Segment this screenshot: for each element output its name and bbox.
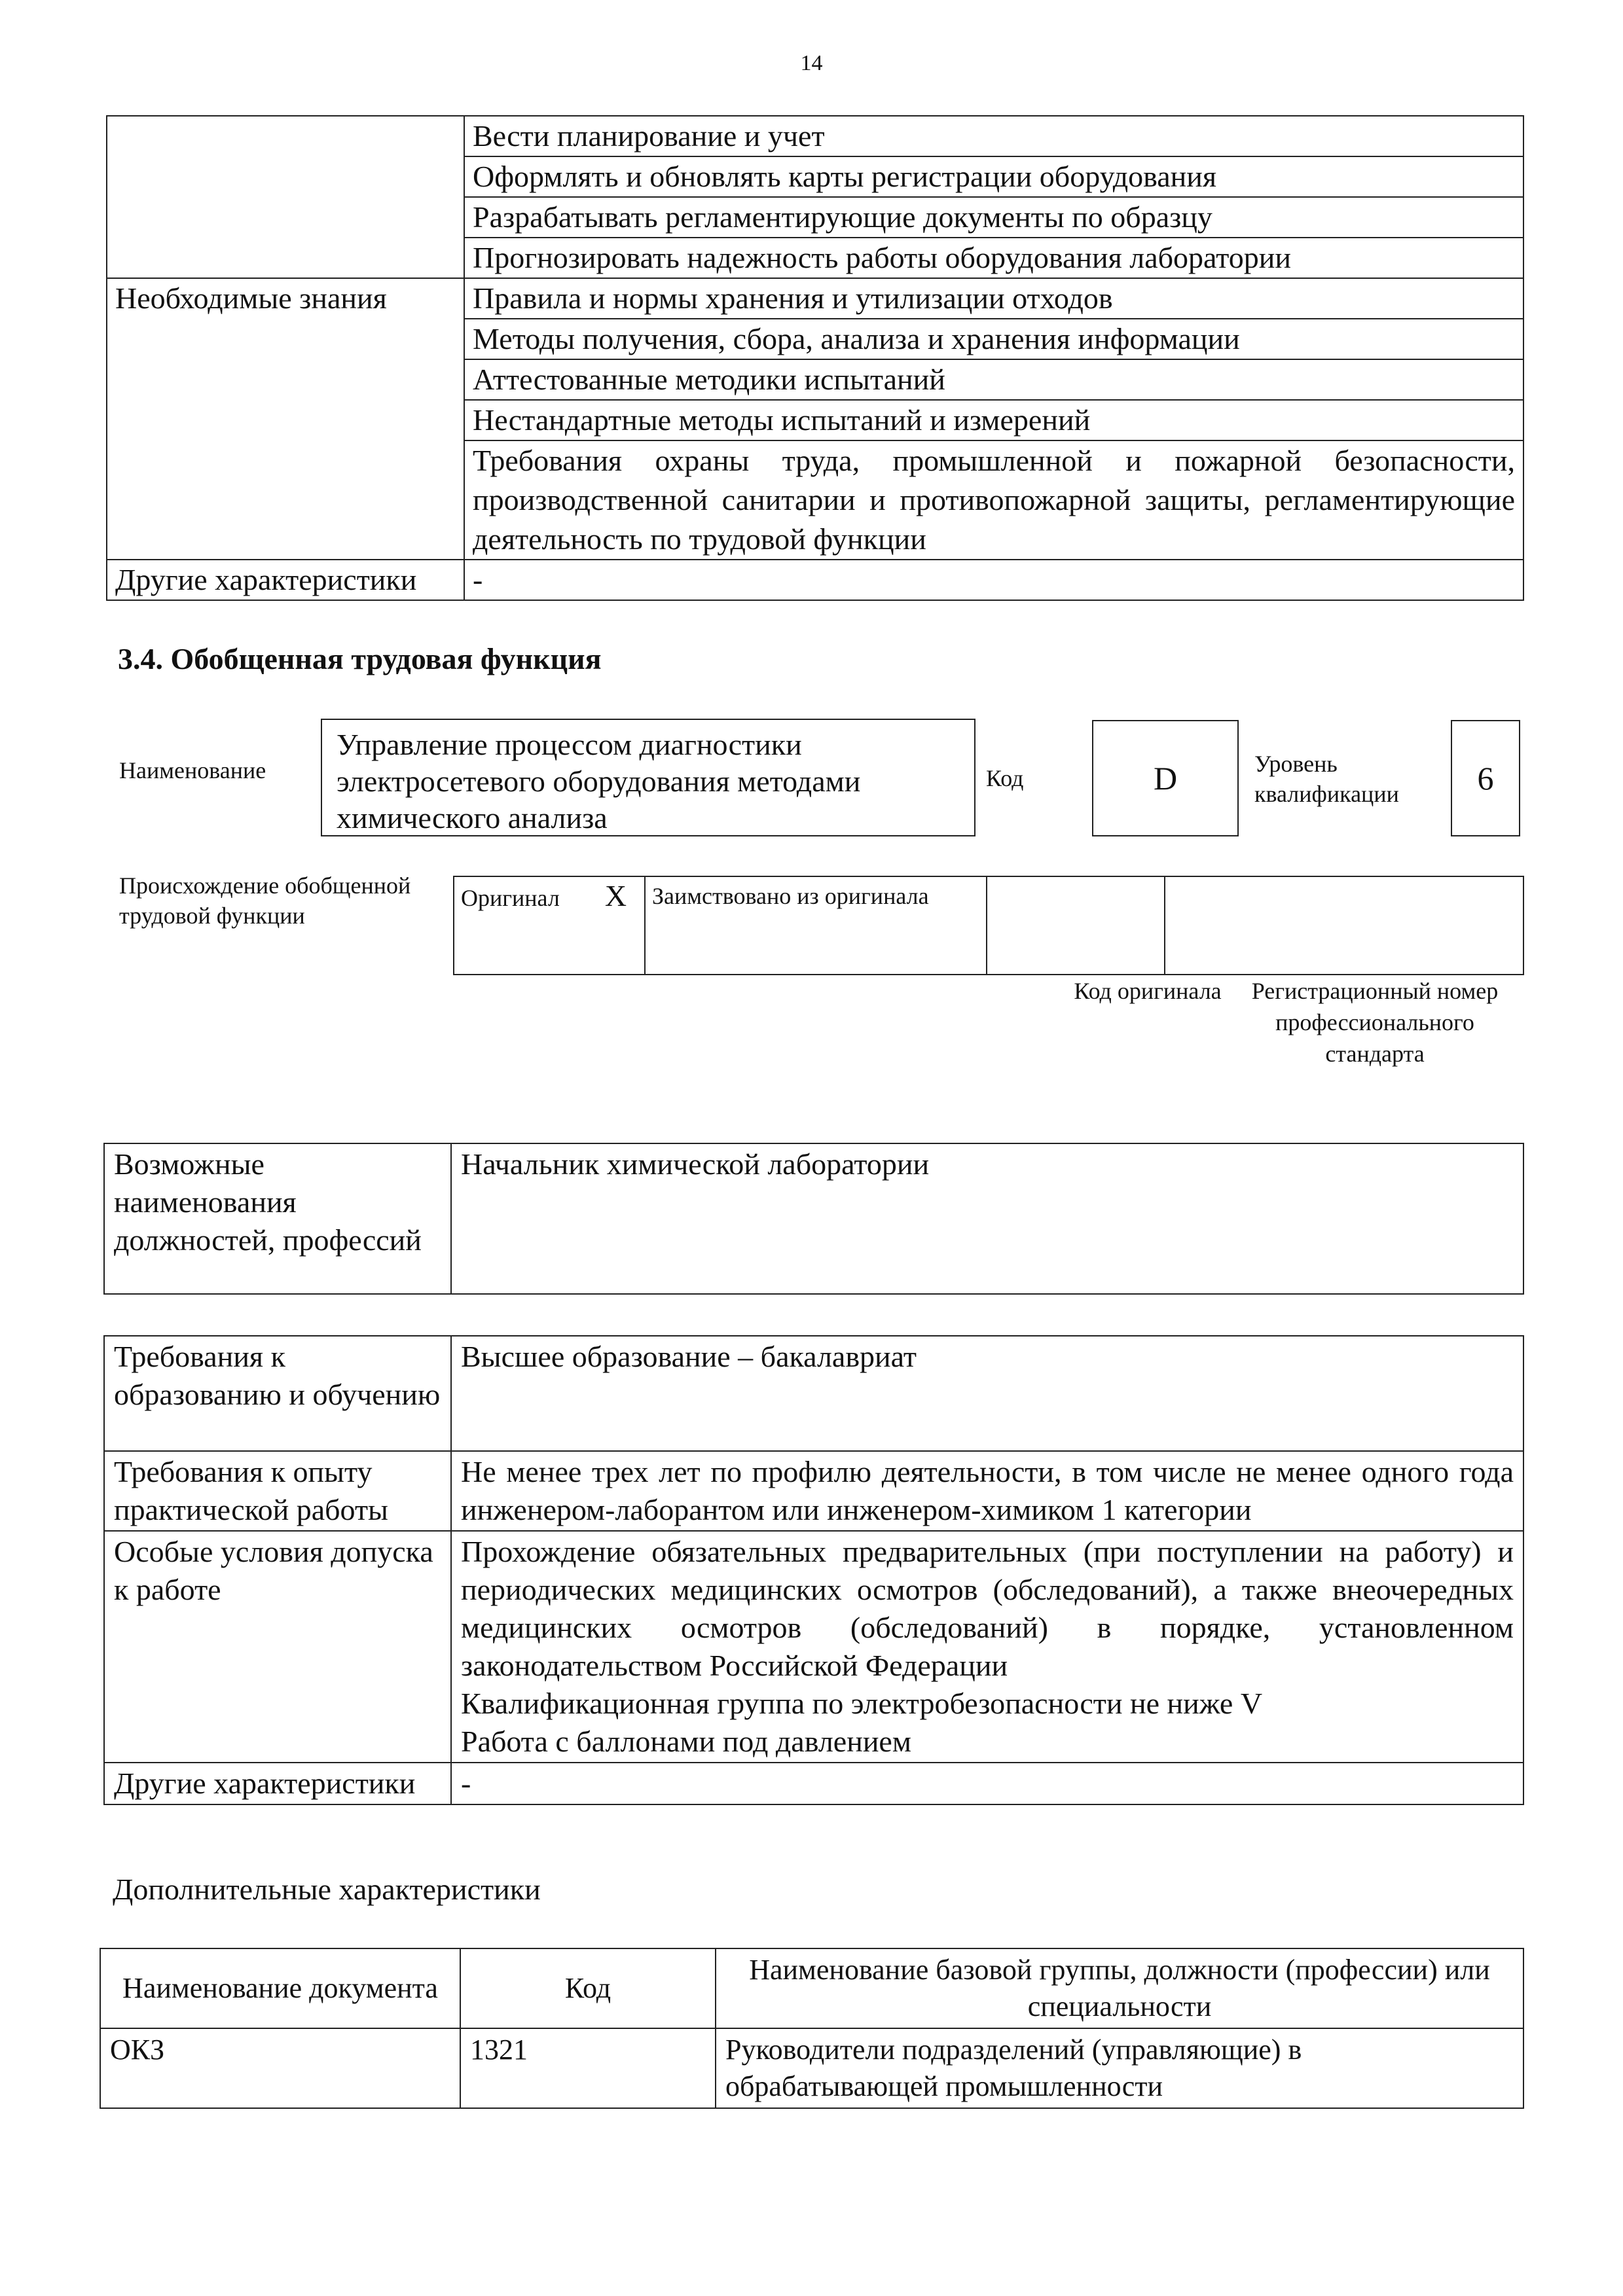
- knowledge-item: Нестандартные методы испытаний и измерений: [464, 400, 1523, 440]
- origin-label: Происхождение обобщенной трудовой функции: [119, 872, 411, 929]
- req-other-value: -: [451, 1763, 1523, 1804]
- positions-label: Возможные наименования должностей, профессий: [104, 1143, 451, 1294]
- knowledge-item: Методы получения, сбора, анализа и хранения информации: [464, 319, 1523, 359]
- reg-number-caption: Регистрационный номер профессионального стандарта: [1251, 978, 1499, 1067]
- level-label: Уровень квалификации: [1254, 751, 1399, 807]
- req-conditions-item: Работа с баллонами под давлением: [461, 1725, 911, 1758]
- req-experience-value: Не менее трех лет по профилю деятельности, в том числе не менее одного года инженером-лаборантом или инженером-химиком 1 категории: [451, 1451, 1523, 1531]
- extra-title: Дополнительные характеристики: [113, 1873, 541, 1906]
- extra-row-code: 1321: [460, 2028, 716, 2108]
- positions-value: Начальник химической лаборатории: [451, 1143, 1523, 1294]
- origin-borrowed-cell: Заимствовано из оригинала: [645, 876, 987, 975]
- req-conditions-item: Прохождение обязательных предварительных (при поступлении на работу) и периодических медицинских осмотров (обследований), а также внеочередных медицинских осмотров (обследований) в порядке, установленном законодательством Российской Федерации: [461, 1535, 1514, 1682]
- knowledge-label: Необходимые знания: [107, 278, 464, 560]
- extra-header-doc: Наименование документа: [100, 1948, 460, 2028]
- skills-label-cell: [107, 116, 464, 278]
- level-value-box: 6: [1451, 720, 1520, 836]
- other-value: -: [464, 560, 1523, 600]
- req-experience-label: Требования к опыту практической работы: [104, 1451, 451, 1531]
- name-label: Наименование: [119, 757, 266, 783]
- origin-mark: X: [604, 879, 627, 912]
- section-title: 3.4. Обобщенная трудовая функция: [118, 642, 602, 675]
- skill-item: Разрабатывать регламентирующие документы по образцу: [464, 197, 1523, 238]
- knowledge-table: [106, 115, 1524, 601]
- code-label: Код: [986, 765, 1024, 791]
- req-education-label: Требования к образованию и обучению: [104, 1336, 451, 1451]
- origin-table: [453, 876, 1524, 975]
- extra-row-doc: ОКЗ: [100, 2028, 460, 2108]
- skill-item: Оформлять и обновлять карты регистрации оборудования: [464, 156, 1523, 197]
- req-conditions-label: Особые условия допуска к работе: [104, 1531, 451, 1763]
- origin-original-label: Оригинал: [461, 885, 560, 911]
- skill-item: Вести планирование и учет: [464, 116, 1523, 156]
- req-conditions-cell: [451, 1531, 1523, 1763]
- extra-header-code: Код: [460, 1948, 716, 2028]
- req-education-value: Высшее образование – бакалавриат: [451, 1336, 1523, 1451]
- extra-row-name: Руководители подразделений (управляющие) в обрабатывающей промышленности: [716, 2028, 1523, 2108]
- page-number: 14: [800, 51, 823, 75]
- code-value-box: D: [1092, 720, 1239, 836]
- extra-header-name: Наименование базовой группы, должности (профессии) или специальности: [716, 1948, 1523, 2028]
- function-name-box: Управление процессом диагностики электросетевого оборудования методами химического анализа: [321, 719, 976, 836]
- req-other-label: Другие характеристики: [104, 1763, 451, 1804]
- knowledge-item: Требования охраны труда, промышленной и пожарной безопасности, производственной санитарии и противопожарной защиты, регламентирующие деятельность по трудовой функции: [464, 440, 1523, 560]
- code-original-caption: Код оригинала: [1074, 978, 1222, 1004]
- knowledge-item: Аттестованные методики испытаний: [464, 359, 1523, 400]
- req-conditions-item: Квалификационная группа по электробезопасности не ниже V: [461, 1687, 1263, 1720]
- other-label: Другие характеристики: [107, 560, 464, 600]
- origin-code-cell: [987, 876, 1165, 975]
- origin-reg-cell: [1165, 876, 1523, 975]
- skill-item: Прогнозировать надежность работы оборудования лаборатории: [464, 238, 1523, 278]
- requirements-table: [103, 1335, 1524, 1805]
- knowledge-item: Правила и нормы хранения и утилизации отходов: [464, 278, 1523, 319]
- positions-table: [103, 1143, 1524, 1295]
- origin-original-cell: [454, 876, 645, 975]
- extra-table: [100, 1948, 1524, 2109]
